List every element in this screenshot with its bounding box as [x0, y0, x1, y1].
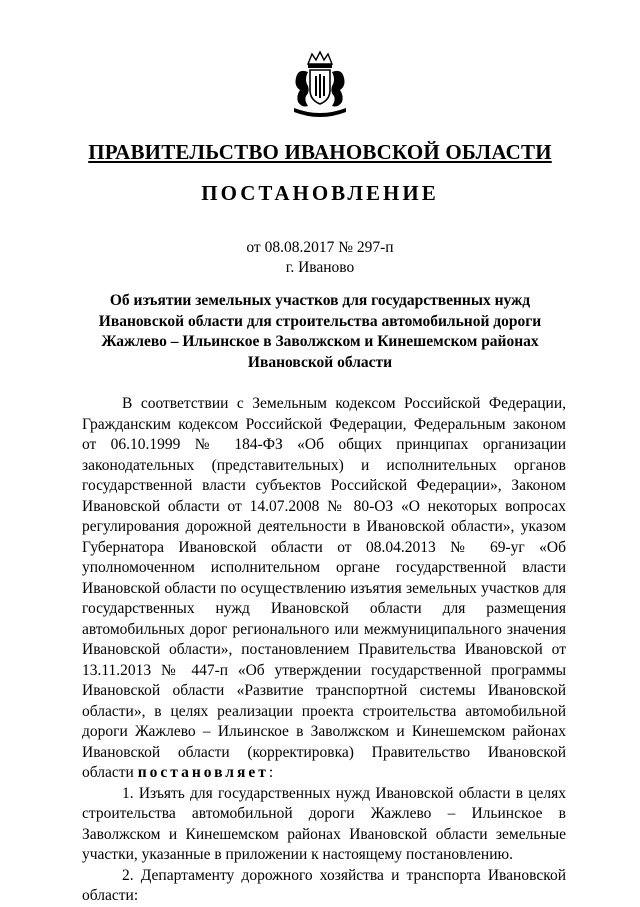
item-2-paragraph: 2. Департаменту дорожного хозяйства и транспорта Ивановской области: [82, 866, 566, 904]
item-1-paragraph: 1. Изъять для государственных нужд Ивановской области в целях строительства автомобильной дороги Жажлево – Ильинское в Заволжском и Кинешемском районах Ивановской области земельные участки, указанные в приложении к настоящему постановлению. [82, 784, 566, 863]
decree-word: постановляет [137, 764, 269, 781]
date-number: от 08.08.2017 № 297-п [246, 239, 394, 256]
document-subject: Об изъятии земельных участков для государственных нужд Ивановской области для строительства автомобильной дороги Жажлево – Ильинское в Заволжском и Кинешемском районах Ивановской области [98, 292, 542, 371]
decree-colon: : [268, 764, 274, 781]
ivanovo-coat-of-arms-icon [288, 50, 352, 120]
document-type-title: ПОСТАНОВЛЕНИЕ [201, 181, 439, 205]
preamble-text: В соответствии с Земельным кодексом Российской Федерации, Гражданским кодексом Российской Федерации, Федеральным законом от 06.10.1999 № 184-ФЗ «Об общих принципах организации законодательных (представительных) и исполнительных органов государственной власти субъектов Российской Федерации», Законом Ивановской области от 14.07.2008 № 80-ОЗ «О некоторых вопросах регулирования дорожной деятельности в Ивановской области», указом Губернатора Ивановской области от 08.04.2013 № 69-уг «Об уполномоченном исполнительном органе государственной власти Ивановской области по осуществлению изъятия земельных участков для государственных нужд Ивановской области для размещения автомобильных дорог регионального или межмуниципального значения Ивановской области», постановлением Правительства Ивановской от 13.11.2013 № 447-п «Об утверждении государственной программы Ивановской области «Развитие транспортной системы Ивановской области», в целях реализации проекта строительства автомобильной дороги Жажлево – Ильинское в Заволжском и Кинешемском районах Ивановской области (корректировка) Правительство Ивановской области [82, 395, 566, 781]
preamble-paragraph [82, 394, 566, 784]
document-body [82, 394, 566, 907]
document-meta [0, 238, 640, 278]
government-title: ПРАВИТЕЛЬСТВО ИВАНОВСКОЙ ОБЛАСТИ [88, 140, 552, 164]
city: г. Иваново [285, 259, 355, 276]
